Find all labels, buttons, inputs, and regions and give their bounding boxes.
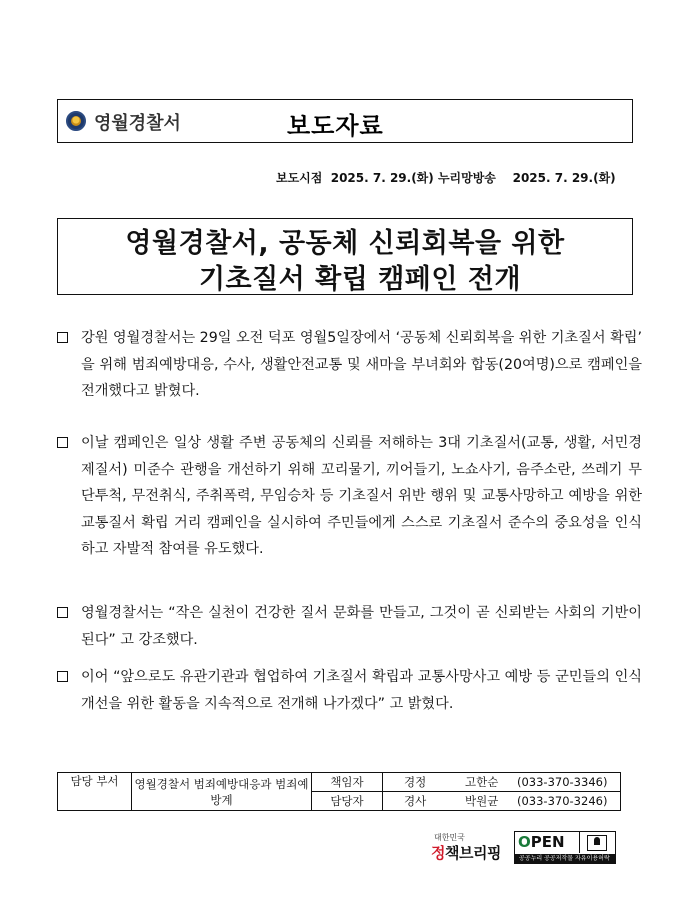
headline-box bbox=[57, 218, 633, 295]
police-emblem-icon bbox=[66, 111, 86, 131]
body-paragraph bbox=[57, 664, 642, 717]
briefing-logo-small-text: 대한민국 bbox=[434, 833, 465, 842]
person-cell bbox=[383, 773, 621, 792]
person-name: 박원균 bbox=[465, 794, 499, 808]
checkbox-bullet-icon bbox=[57, 607, 68, 618]
open-logo-text bbox=[518, 833, 565, 851]
checkbox-bullet-icon bbox=[57, 671, 68, 682]
release-time-line: 보도시점 2025. 7. 29.(화) 누리망방송 2025. 7. 29.(화) bbox=[276, 171, 616, 185]
phone-number: (033-370-3346) bbox=[517, 775, 608, 789]
person-cell bbox=[383, 792, 621, 811]
role-cell: 책임자 bbox=[312, 773, 383, 792]
briefing-logo-rest: 책브리핑 bbox=[445, 844, 501, 862]
org-name: 영월경찰서 bbox=[94, 113, 181, 134]
checkbox-bullet-icon bbox=[57, 332, 68, 343]
contact-table bbox=[57, 772, 621, 811]
rank: 경정 bbox=[404, 775, 427, 789]
badge-divider bbox=[579, 832, 580, 853]
body-paragraph bbox=[57, 600, 642, 653]
paragraph-text: 이날 캠페인은 일상 생활 주변 공동체의 신뢰를 저해하는 3대 기초질서(교통, 생활, 서민경제질서) 미준수 관행을 개선하기 위해 꼬리물기, 끼어들기, 노쇼사기, 음주소란, 쓰레기 무단투척, 무전취식, 주취폭력, 무임승차 등 기초질서 위반 행위 및 교통사망하고 예방을 위한 교통질서 확립 거리 캠페인을 실시하여 주민들에게 스스로 기초질서 준수의 중요성을 인식하고 자발적 참여를 유도했다. bbox=[81, 435, 642, 557]
license-strip-text: 공공누리 공공저작물 자유이용허락 bbox=[515, 854, 615, 863]
checkbox-bullet-icon bbox=[57, 437, 68, 448]
paragraph-text: 영월경찰서는 “작은 실천이 건강한 질서 문화를 만들고, 그것이 곧 신뢰받는 사회의 기반이 된다” 고 강조했다. bbox=[81, 605, 642, 648]
dept-name: 영월경찰서 범죄예방대응과 범죄예방계 bbox=[132, 773, 312, 811]
paragraph-text: 이어 “앞으로도 유관기관과 협업하여 기초질서 확립과 교통사망사고 예방 등 군민들의 인식 개선을 위한 활동을 지속적으로 전개해 나가겠다” 고 밝혔다. bbox=[81, 669, 642, 712]
policy-briefing-logo bbox=[429, 832, 509, 866]
phone-number: (033-370-3246) bbox=[517, 794, 608, 808]
body-paragraph bbox=[57, 325, 642, 405]
rank: 경사 bbox=[404, 794, 427, 808]
paragraph-text: 강원 영월경찰서는 29일 오전 덕포 영월5일장에서 ‘공동체 신뢰회복을 위한 기초질서 확립’ 을 위해 범죄예방대응, 수사, 생활안전교통 및 새마을 부녀회와 합동(20여명)으로 캠페인을 전개했다고 밝혔다. bbox=[81, 330, 642, 399]
headline-line-1: 영월경찰서, 공동체 신뢰회복을 위한 bbox=[125, 228, 565, 259]
headline-line-2: 기초질서 확립 캠페인 전개 bbox=[198, 264, 522, 295]
press-release-header bbox=[57, 99, 633, 143]
briefing-logo-red-char: 정 bbox=[431, 844, 445, 862]
table-row bbox=[58, 773, 621, 792]
doc-type-label: 보도자료 bbox=[287, 112, 384, 140]
license-type-1-icon bbox=[587, 835, 607, 851]
dept-label: 담당 부서 bbox=[58, 773, 132, 811]
body-paragraph bbox=[57, 430, 642, 563]
open-logo-rest: PEN bbox=[530, 833, 565, 851]
role-cell: 담당자 bbox=[312, 792, 383, 811]
person-name: 고한순 bbox=[465, 775, 499, 789]
briefing-logo-text bbox=[431, 842, 501, 863]
kogl-open-license-badge bbox=[514, 831, 616, 864]
open-logo-o: O bbox=[518, 833, 531, 851]
